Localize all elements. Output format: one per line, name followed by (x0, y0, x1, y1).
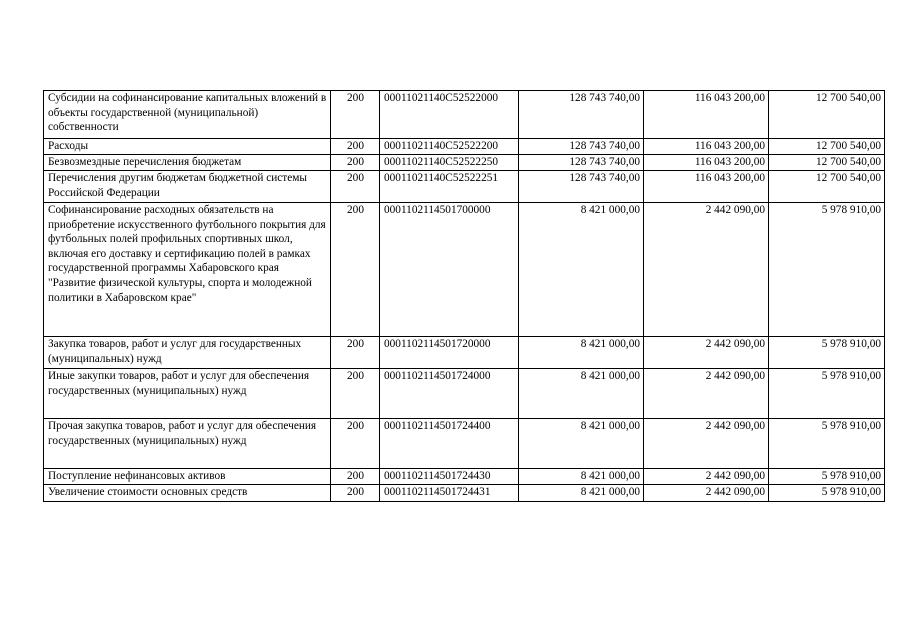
row-code: 0001102114501724000 (380, 369, 519, 419)
row-description: Расходы (44, 139, 331, 155)
row-code: 00011021140C52522200 (380, 139, 519, 155)
row-amount-3: 12 700 540,00 (769, 91, 885, 139)
table-row (44, 91, 885, 139)
table-row (44, 203, 885, 337)
row-code: 00011021140C52522250 (380, 155, 519, 171)
row-amount-2: 116 043 200,00 (644, 91, 769, 139)
row-code: 00011021140C52522000 (380, 91, 519, 139)
row-amount-1: 128 743 740,00 (519, 155, 644, 171)
row-description: Увеличение стоимости основных средств (44, 485, 331, 502)
row-amount-1: 8 421 000,00 (519, 203, 644, 337)
row-amount-1: 128 743 740,00 (519, 171, 644, 203)
row-description: Софинансирование расходных обязательств на приобретение искусственного футбольного покрытия для футбольных полей профильных спортивных школ, включая его доставку и сертификацию полей в рамках государственной программы Хабаровского края "Развитие физической культуры, спорта и молодежной политики в Хабаровском крае" (44, 203, 331, 337)
row-description: Безвозмездные перечисления бюджетам (44, 155, 331, 171)
row-amount-3: 12 700 540,00 (769, 155, 885, 171)
row-amount-1: 8 421 000,00 (519, 469, 644, 485)
budget-table (43, 90, 885, 502)
row-amount-3: 5 978 910,00 (769, 203, 885, 337)
row-amount-1: 8 421 000,00 (519, 369, 644, 419)
row-amount-2: 116 043 200,00 (644, 171, 769, 203)
row-amount-2: 116 043 200,00 (644, 155, 769, 171)
table-row (44, 337, 885, 369)
row-kvr: 200 (331, 469, 380, 485)
row-description: Субсидии на софинансирование капитальных вложений в объекты государственной (муниципальной) собственности (44, 91, 331, 139)
row-description: Прочая закупка товаров, работ и услуг для обеспечения государственных (муниципальных) нужд (44, 419, 331, 469)
table-row (44, 419, 885, 469)
row-description: Перечисления другим бюджетам бюджетной системы Российской Федерации (44, 171, 331, 203)
table-row (44, 171, 885, 203)
row-amount-2: 2 442 090,00 (644, 469, 769, 485)
row-kvr: 200 (331, 369, 380, 419)
row-kvr: 200 (331, 203, 380, 337)
row-code: 0001102114501700000 (380, 203, 519, 337)
row-amount-1: 8 421 000,00 (519, 419, 644, 469)
row-amount-3: 5 978 910,00 (769, 419, 885, 469)
table-row (44, 485, 885, 502)
row-code: 0001102114501720000 (380, 337, 519, 369)
row-amount-2: 2 442 090,00 (644, 419, 769, 469)
row-amount-3: 5 978 910,00 (769, 469, 885, 485)
row-amount-3: 12 700 540,00 (769, 171, 885, 203)
row-kvr: 200 (331, 91, 380, 139)
row-amount-1: 128 743 740,00 (519, 91, 644, 139)
row-kvr: 200 (331, 171, 380, 203)
table-row (44, 369, 885, 419)
row-amount-3: 12 700 540,00 (769, 139, 885, 155)
table-row (44, 155, 885, 171)
row-kvr: 200 (331, 139, 380, 155)
row-kvr: 200 (331, 419, 380, 469)
table-row (44, 139, 885, 155)
table-row (44, 469, 885, 485)
row-amount-3: 5 978 910,00 (769, 369, 885, 419)
row-amount-2: 2 442 090,00 (644, 369, 769, 419)
row-kvr: 200 (331, 337, 380, 369)
row-amount-2: 2 442 090,00 (644, 337, 769, 369)
row-kvr: 200 (331, 155, 380, 171)
row-kvr: 200 (331, 485, 380, 502)
row-code: 0001102114501724431 (380, 485, 519, 502)
row-amount-3: 5 978 910,00 (769, 337, 885, 369)
row-amount-1: 8 421 000,00 (519, 485, 644, 502)
row-code: 0001102114501724430 (380, 469, 519, 485)
row-code: 00011021140C52522251 (380, 171, 519, 203)
row-amount-2: 116 043 200,00 (644, 139, 769, 155)
row-amount-3: 5 978 910,00 (769, 485, 885, 502)
row-amount-1: 128 743 740,00 (519, 139, 644, 155)
row-amount-2: 2 442 090,00 (644, 203, 769, 337)
row-description: Поступление нефинансовых активов (44, 469, 331, 485)
row-code: 0001102114501724400 (380, 419, 519, 469)
row-amount-2: 2 442 090,00 (644, 485, 769, 502)
row-description: Закупка товаров, работ и услуг для государственных (муниципальных) нужд (44, 337, 331, 369)
row-description: Иные закупки товаров, работ и услуг для обеспечения государственных (муниципальных) нужд (44, 369, 331, 419)
row-amount-1: 8 421 000,00 (519, 337, 644, 369)
